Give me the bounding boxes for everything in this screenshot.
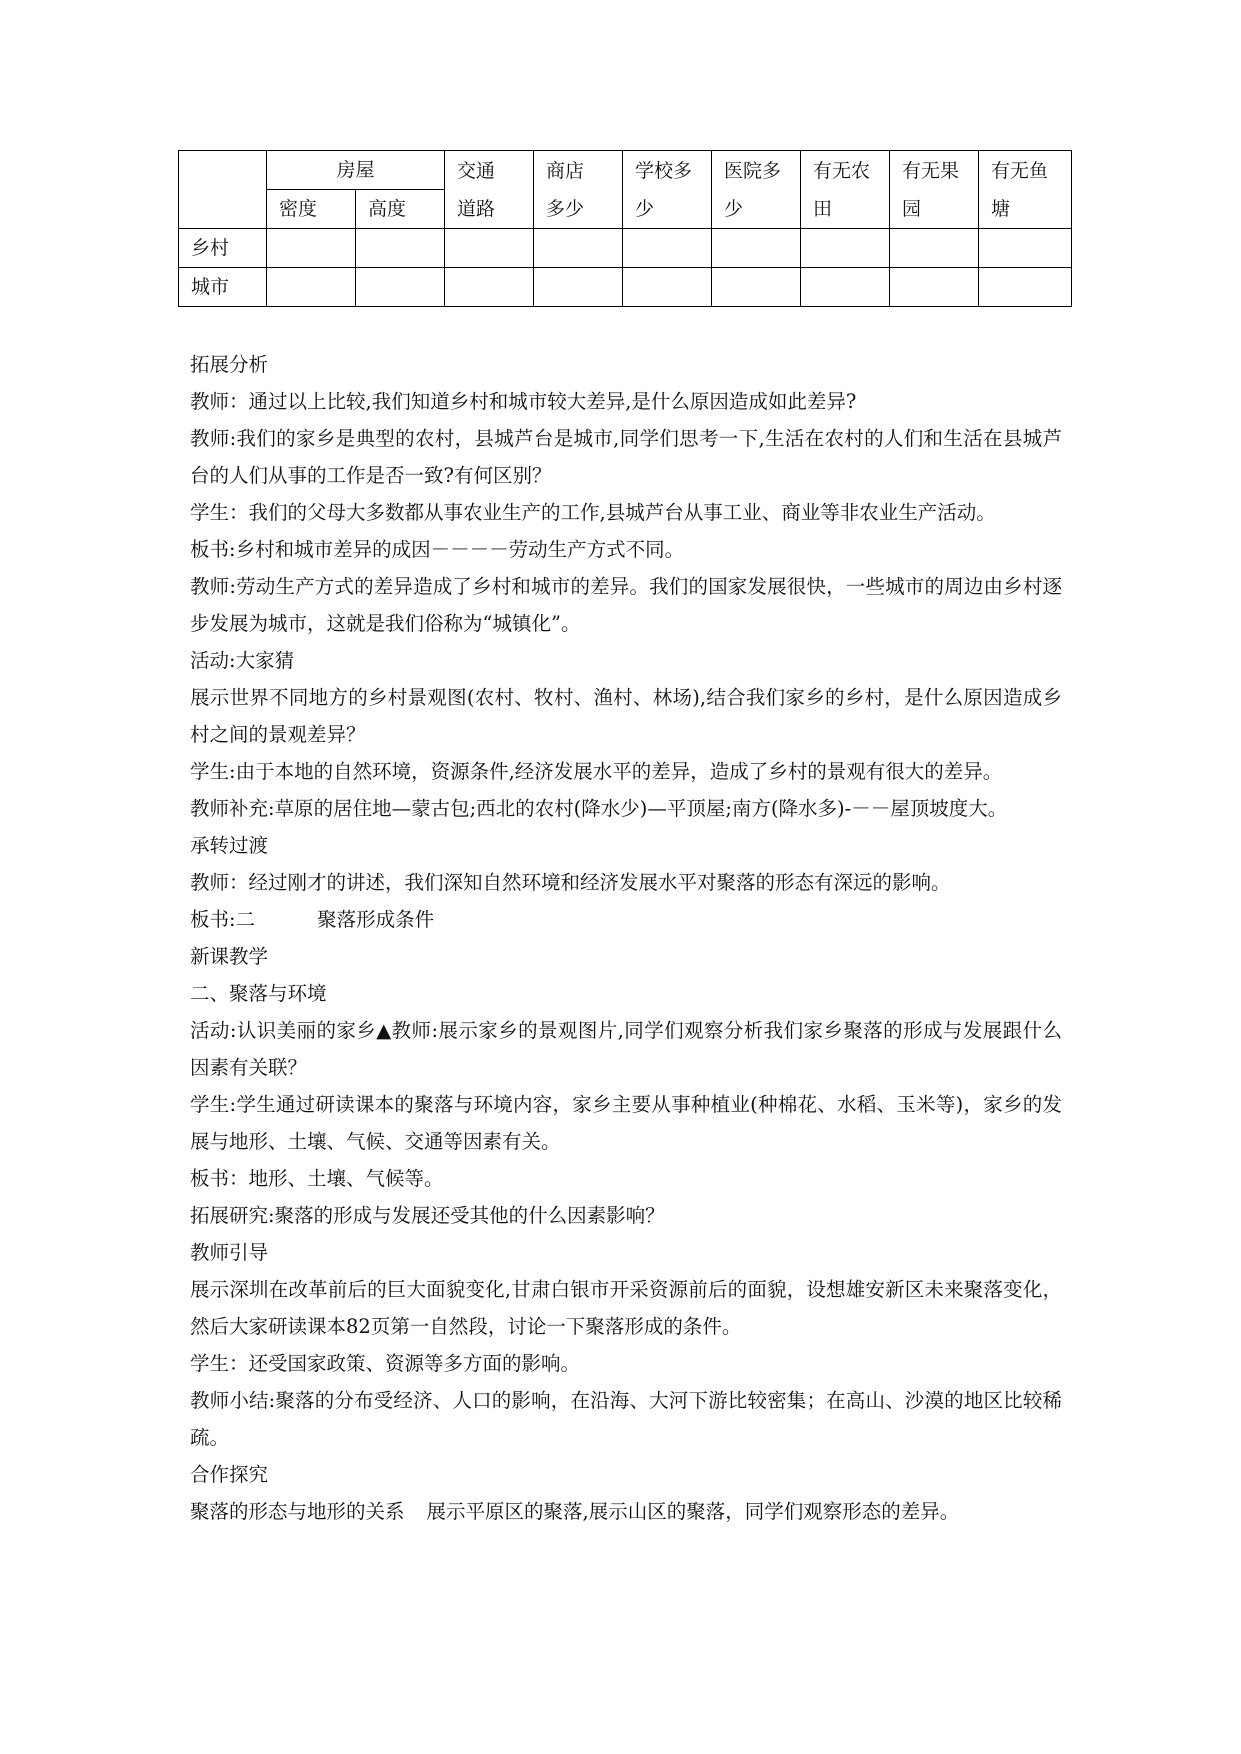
row-label-village: 乡村 (179, 229, 267, 268)
table-cell (534, 229, 623, 268)
table-cell (890, 268, 979, 307)
table-cell (445, 229, 534, 268)
board-line (190, 901, 1062, 938)
header-schools-line2: 少 (635, 197, 655, 220)
header-traffic (445, 151, 534, 229)
paragraph: 活动:认识美丽的家乡▲教师:展示家乡的景观图片,同学们观察分析我们家乡聚落的形成与发展跟什么因素有关联？ (190, 1019, 1062, 1079)
header-hospitals-line2: 少 (724, 197, 744, 220)
header-orchard-line1: 有无果 (902, 159, 960, 182)
header-fishpond (979, 151, 1072, 229)
paragraph: 板书：地形、土壤、气候等。 (190, 1167, 444, 1190)
header-orchard-line2: 园 (902, 197, 922, 220)
table-row (179, 268, 1072, 307)
paragraph: 拓展研究:聚落的形成与发展还受其他的什么因素影响？ (190, 1204, 665, 1227)
header-density: 密度 (267, 190, 356, 229)
table-cell (979, 268, 1072, 307)
paragraph: 教师：经过刚才的讲述，我们深知自然环境和经济发展水平对聚落的形态有深远的影响。 (190, 871, 951, 894)
paragraph: 教师小结:聚落的分布受经济、人口的影响，在沿海、大河下游比较密集；在高山、沙漠的地区比较稀疏。 (190, 1389, 1062, 1449)
header-schools (623, 151, 712, 229)
paragraph: 教师：通过以上比较,我们知道乡村和城市较大差异,是什么原因造成如此差异? (190, 390, 857, 413)
header-height: 高度 (356, 190, 445, 229)
table-cell (801, 229, 890, 268)
board-title: 聚落形成条件 (317, 908, 435, 931)
header-fishpond-line2: 塘 (991, 197, 1011, 220)
row-label-city: 城市 (179, 268, 267, 307)
table-cell (623, 229, 712, 268)
header-schools-line1: 学校多 (635, 159, 693, 182)
paragraph: 二、聚落与环境 (190, 982, 327, 1005)
table-cell (801, 268, 890, 307)
paragraph: 教师补充:草原的居住地—蒙古包;西北的农村(降水少)—平顶屋;南方(降水多)-－－屋顶坡度大。 (190, 797, 1008, 820)
table-cell (267, 229, 356, 268)
header-farmland (801, 151, 890, 229)
header-orchard (890, 151, 979, 229)
table-cell (356, 268, 445, 307)
last-line (190, 1493, 1062, 1530)
header-farmland-line1: 有无农 (813, 159, 871, 182)
paragraph: 学生：还受国家政策、资源等多方面的影响。 (190, 1352, 581, 1375)
lesson-body (190, 346, 1062, 1530)
table-cell (267, 268, 356, 307)
paragraph: 新课教学 (190, 945, 269, 968)
paragraph: 教师:我们的家乡是典型的农村，县城芦台是城市,同学们思考一下,生活在农村的人们和生活在县城芦台的人们从事的工作是否一致?有何区别？ (190, 427, 1062, 487)
paragraph: 承转过渡 (190, 834, 269, 857)
paragraph: 合作探究 (190, 1463, 269, 1486)
table-cell (712, 268, 801, 307)
paragraph: 展示深圳在改革前后的巨大面貌变化,甘肃白银市开采资源前后的面貌，设想雄安新区未来聚落变化，然后大家研读课本82页第一自然段，讨论一下聚落形成的条件。 (190, 1278, 1062, 1338)
header-hospitals-line1: 医院多 (724, 159, 782, 182)
paragraph: 学生：我们的父母大多数都从事农业生产的工作,县城芦台从事工业、商业等非农业生产活动。 (190, 501, 996, 524)
header-shops-line1: 商店 (546, 159, 585, 182)
last-line-part1: 聚落的形态与地形的关系 (190, 1500, 405, 1523)
paragraph: 拓展分析 (190, 353, 269, 376)
table-cell (890, 229, 979, 268)
table-cell (356, 229, 445, 268)
paragraph: 教师:劳动生产方式的差异造成了乡村和城市的差异。我们的国家发展很快，一些城市的周边由乡村逐步发展为城市，这就是我们俗称为“城镇化”。 (190, 575, 1062, 635)
table-cell (623, 268, 712, 307)
table-cell (979, 229, 1072, 268)
table-cell (534, 268, 623, 307)
paragraph: 学生:学生通过研读课本的聚落与环境内容，家乡主要从事种植业(种棉花、水稻、玉米等)，家乡的发展与地形、土壤、气候、交通等因素有关。 (190, 1093, 1062, 1153)
paragraph: 活动:大家猜 (190, 649, 295, 672)
header-traffic-line2: 道路 (457, 197, 496, 220)
table-cell (445, 268, 534, 307)
header-traffic-line1: 交通 (457, 159, 496, 182)
table-cell (712, 229, 801, 268)
table-row (179, 229, 1072, 268)
board-prefix: 板书:二 (190, 908, 256, 931)
paragraph: 教师引导 (190, 1241, 269, 1264)
paragraph: 学生:由于本地的自然环境，资源条件,经济发展水平的差异，造成了乡村的景观有很大的差异。 (190, 760, 1003, 783)
last-line-part2: 展示平原区的聚落,展示山区的聚落，同学们观察形态的差异。 (426, 1500, 960, 1523)
header-farmland-line2: 田 (813, 197, 833, 220)
header-housing: 房屋 (267, 151, 445, 190)
header-hospitals (712, 151, 801, 229)
header-fishpond-line1: 有无鱼 (991, 159, 1049, 182)
table-corner-cell (179, 151, 267, 229)
header-shops-line2: 多少 (546, 197, 585, 220)
paragraph: 板书:乡村和城市差异的成因－－－－劳动生产方式不同。 (190, 538, 685, 561)
header-shops (534, 151, 623, 229)
paragraph: 展示世界不同地方的乡村景观图(农村、牧村、渔村、林场),结合我们家乡的乡村，是什么原因造成乡村之间的景观差异？ (190, 686, 1062, 746)
comparison-table (178, 150, 1072, 307)
